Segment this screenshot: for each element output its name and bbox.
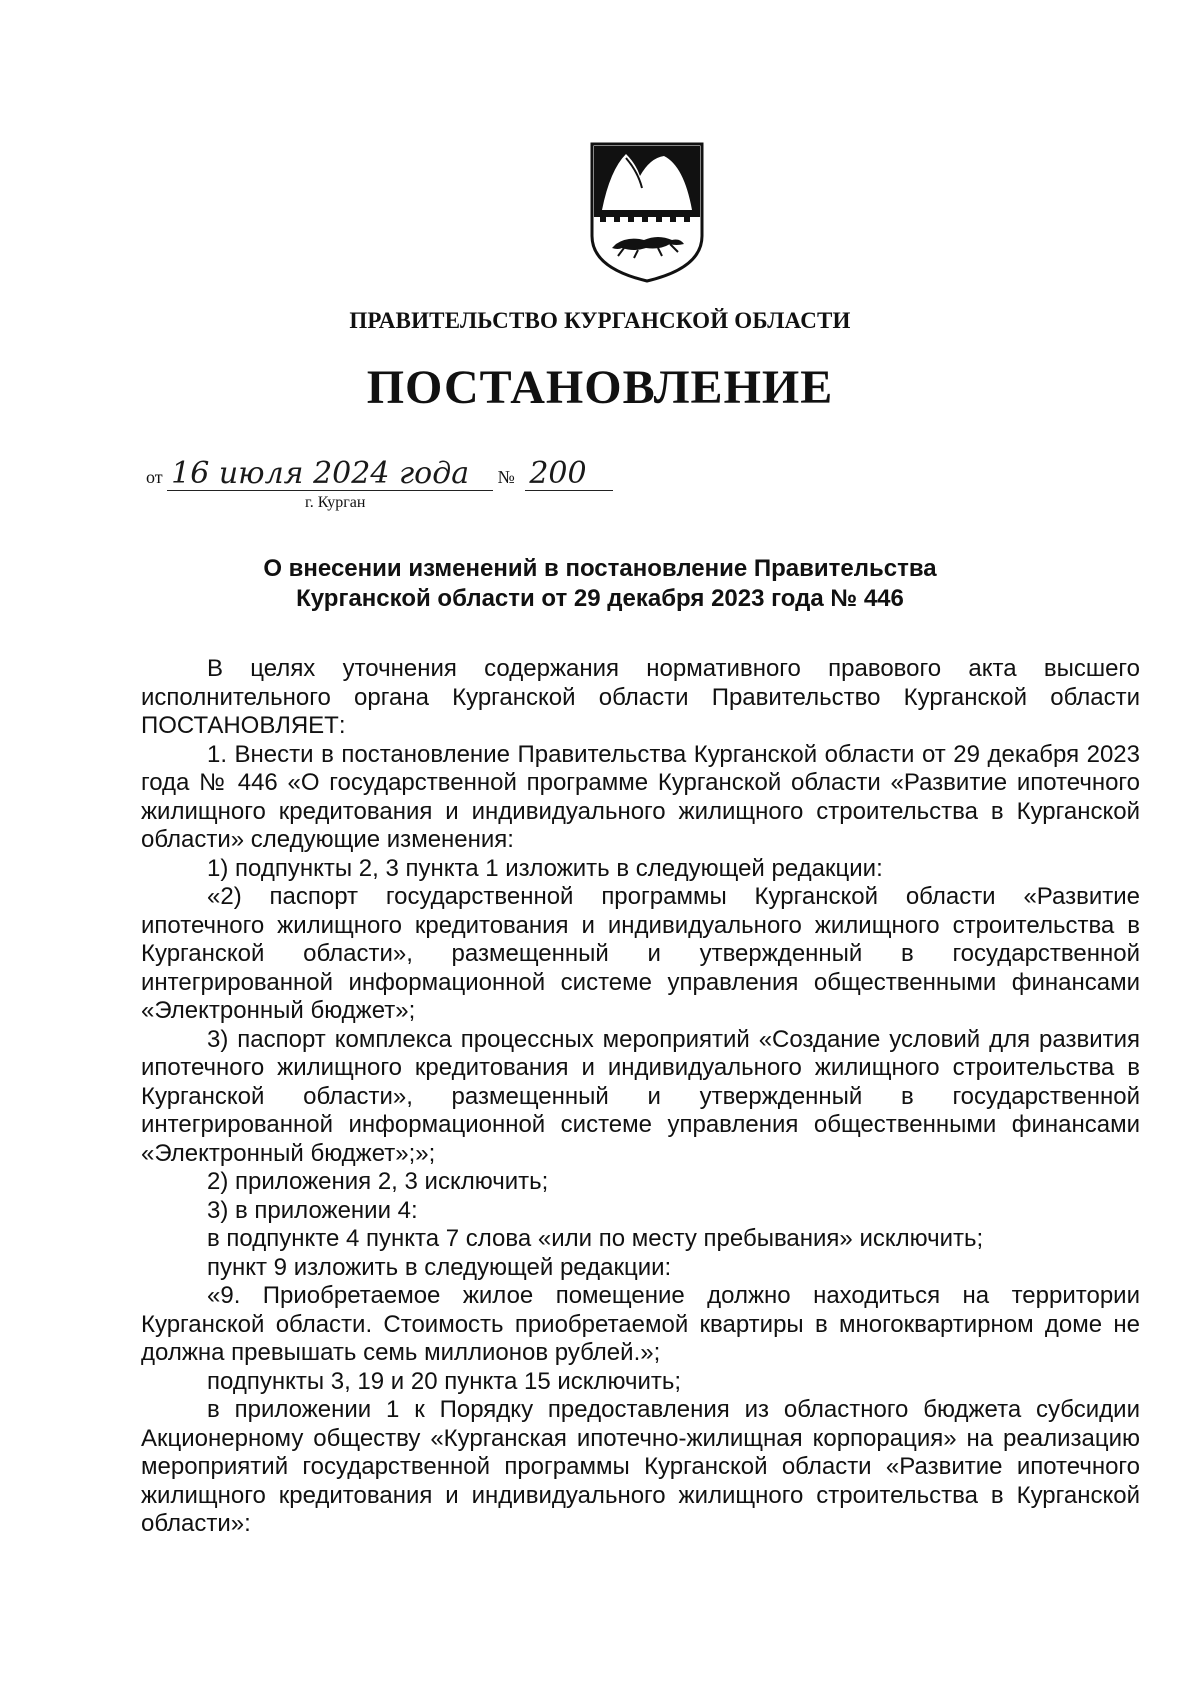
paragraph: в подпункте 4 пункта 7 слова «или по месту пребывания» исключить;: [207, 1225, 984, 1252]
number-prefix: №: [497, 467, 515, 487]
document-number: 200: [525, 458, 613, 491]
organization-name: ПРАВИТЕЛЬСТВО КУРГАНСКОЙ ОБЛАСТИ: [349, 308, 851, 333]
paragraph: В целях уточнения содержания нормативного правового акта высшего исполнительного органа Курганской области Правительство Курганской области ПОСТАНОВЛЯЕТ:: [141, 655, 1140, 739]
paragraph: «2) паспорт государственной программы Курганской области «Развитие ипотечного жилищного кредитования и индивидуального жилищного строительства в Курганской области», размещенный и утвержденный в государственной интегрированной информационной системе управления общественными финансами «Электронный бюджет»;: [141, 883, 1140, 1024]
paragraph: 3) паспорт комплекса процессных мероприятий «Создание условий для развития ипотечного жилищного кредитования и индивидуального жилищного строительства в Курганской области», размещенный и утвержденный в государственной интегрированной информационной системе управления общественными финансами «Электронный бюджет»;»;: [141, 1025, 1140, 1167]
paragraph: 3) в приложении 4:: [207, 1196, 418, 1224]
date-prefix: от: [146, 467, 163, 487]
document-type: ПОСТАНОВЛЕНИЕ: [366, 361, 834, 414]
document-body: [141, 655, 1140, 1539]
title-line-2: Курганской области от 29 декабря 2023 года № 446: [296, 585, 904, 612]
paragraph: пункт 9 изложить в следующей редакции:: [207, 1253, 672, 1281]
coat-of-arms-icon: [588, 140, 706, 285]
paragraph: в приложении 1 к Порядку предоставления из областного бюджета субсидии Акционерному обществу «Курганская ипотечно-жилищная корпорация» на реализацию мероприятий государственной программы Курганской области «Развитие ипотечного жилищного кредитования и индивидуального жилищного строительства в Курганской области»:: [141, 1396, 1140, 1537]
paragraph: подпункты 3, 19 и 20 пункта 15 исключить;: [207, 1367, 682, 1395]
document-date: 16 июля 2024 года: [167, 458, 493, 491]
date-number-line: [146, 458, 613, 491]
document-place: г. Курган: [305, 494, 366, 511]
paragraph: 2) приложения 2, 3 исключить;: [207, 1168, 549, 1195]
title-line-1: О внесении изменений в постановление Правительства: [263, 555, 937, 582]
paragraph: 1) подпункты 2, 3 пункта 1 изложить в следующей редакции:: [207, 854, 883, 882]
document-title: [0, 554, 1200, 614]
paragraph: «9. Приобретаемое жилое помещение должно находиться на территории Курганской области. Стоимость приобретаемой квартиры в многоквартирном доме не должна превышать семь миллионов рублей.»;: [141, 1282, 1140, 1366]
paragraph: 1. Внести в постановление Правительства Курганской области от 29 декабря 2023 года № 446 «О государственной программе Курганской области «Развитие ипотечного жилищного кредитования и индивидуального жилищного строительства в Курганской области» следующие изменения:: [141, 740, 1140, 853]
